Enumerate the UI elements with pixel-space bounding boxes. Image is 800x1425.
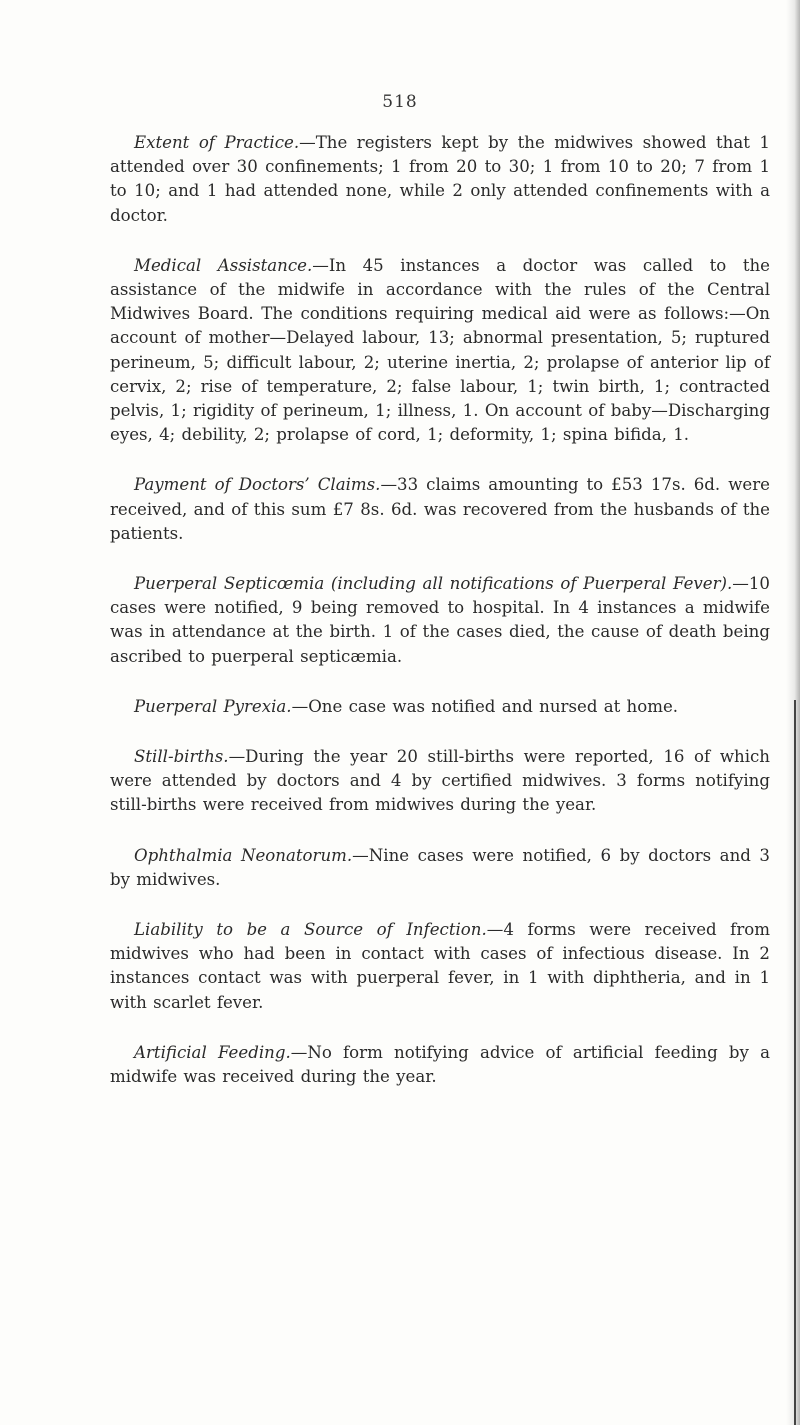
section-text: —In 45 instances a doctor was called to the assistance of the midwife in accordance with the rules of the Central Midwives Board. The conditions requiring medical aid were as follows:—On account of mother—Delayed labour, 13; abnormal presentation, 5; ruptured perineum, 5; difficult labour, 2; uterine inertia, 2; prolapse of anterior lip of cervix, 2; rise of temperature, 2; false labour, 1; twin birth, 1; contracted pelvis, 1; rigidity of perineum, 1; illness, 1. On account of baby—Discharging eyes, 4; debility, 2; prolapse of cord, 1; deformity, 1; spina bifida, 1.: [110, 255, 770, 445]
section-text: —The registers kept by the midwives showed that 1 attended over 30 confinements; 1 from 20 to 30; 1 from 10 to 20; 7 from 1 to 10; and 1 had attended none, while 2 only attended confinements with a doctor.: [110, 133, 770, 225]
section-text: —4 forms were received from midwives who had been in contact with cases of infectious disease. In 2 instances contact was with puerperal fever, in 1 with diphtheria, and in 1 with scarlet fever.: [110, 920, 770, 1012]
page-number: 518: [382, 92, 418, 112]
section-medical-assistance: [110, 254, 770, 448]
section-heading: Puerperal Septicœmia (including all notifications of Puerperal Fever).: [134, 574, 733, 594]
page-edge-shadow: [786, 0, 800, 1425]
section-text: —One case was notified and nursed at home.: [291, 696, 679, 716]
section-ophthalmia-neonatorum: [110, 844, 770, 892]
document-body: [110, 131, 770, 1115]
section-heading: Still-births.: [134, 747, 229, 767]
section-liability-source-of-infection: [110, 918, 770, 1015]
section-heading: Ophthalmia Neonatorum.: [134, 845, 353, 865]
section-heading: Artificial Feeding.: [134, 1042, 291, 1062]
section-heading: Liability to be a Source of Infection.: [134, 920, 487, 940]
section-puerperal-septicaemia: [110, 572, 770, 669]
section-puerperal-pyrexia: [110, 695, 770, 719]
section-text: —During the year 20 still-births were reported, 16 of which were attended by doctors and 4 by certified midwives. 3 forms notifying still-births were received from midwives during the year.: [110, 747, 770, 815]
section-text: —No form notifying advice of artificial feeding by a midwife was received during the year.: [110, 1042, 770, 1087]
section-extent-of-practice: [110, 131, 770, 228]
section-heading: Extent of Practice.: [134, 133, 300, 152]
section-text: —33 claims amounting to £53 17s. 6d. were received, and of this sum £7 8s. 6d. was recovered from the husbands of the patients.: [110, 475, 770, 543]
page-edge-line: [794, 700, 796, 1425]
section-heading: Puerperal Pyrexia.: [134, 696, 292, 716]
section-payment-of-doctors-claims: [110, 473, 770, 546]
section-heading: Payment of Doctors’ Claims.: [134, 475, 381, 495]
section-heading: Medical Assistance.: [134, 255, 313, 275]
section-artificial-feeding: [110, 1041, 770, 1089]
section-text: —Nine cases were notified, 6 by doctors and 3 by midwives.: [110, 845, 770, 889]
section-still-births: [110, 745, 770, 818]
section-text: —10 cases were notified, 9 being removed to hospital. In 4 instances a midwife was in attendance at the birth. 1 of the cases died, the cause of death being ascribed to puerperal septicæmia.: [110, 574, 770, 666]
